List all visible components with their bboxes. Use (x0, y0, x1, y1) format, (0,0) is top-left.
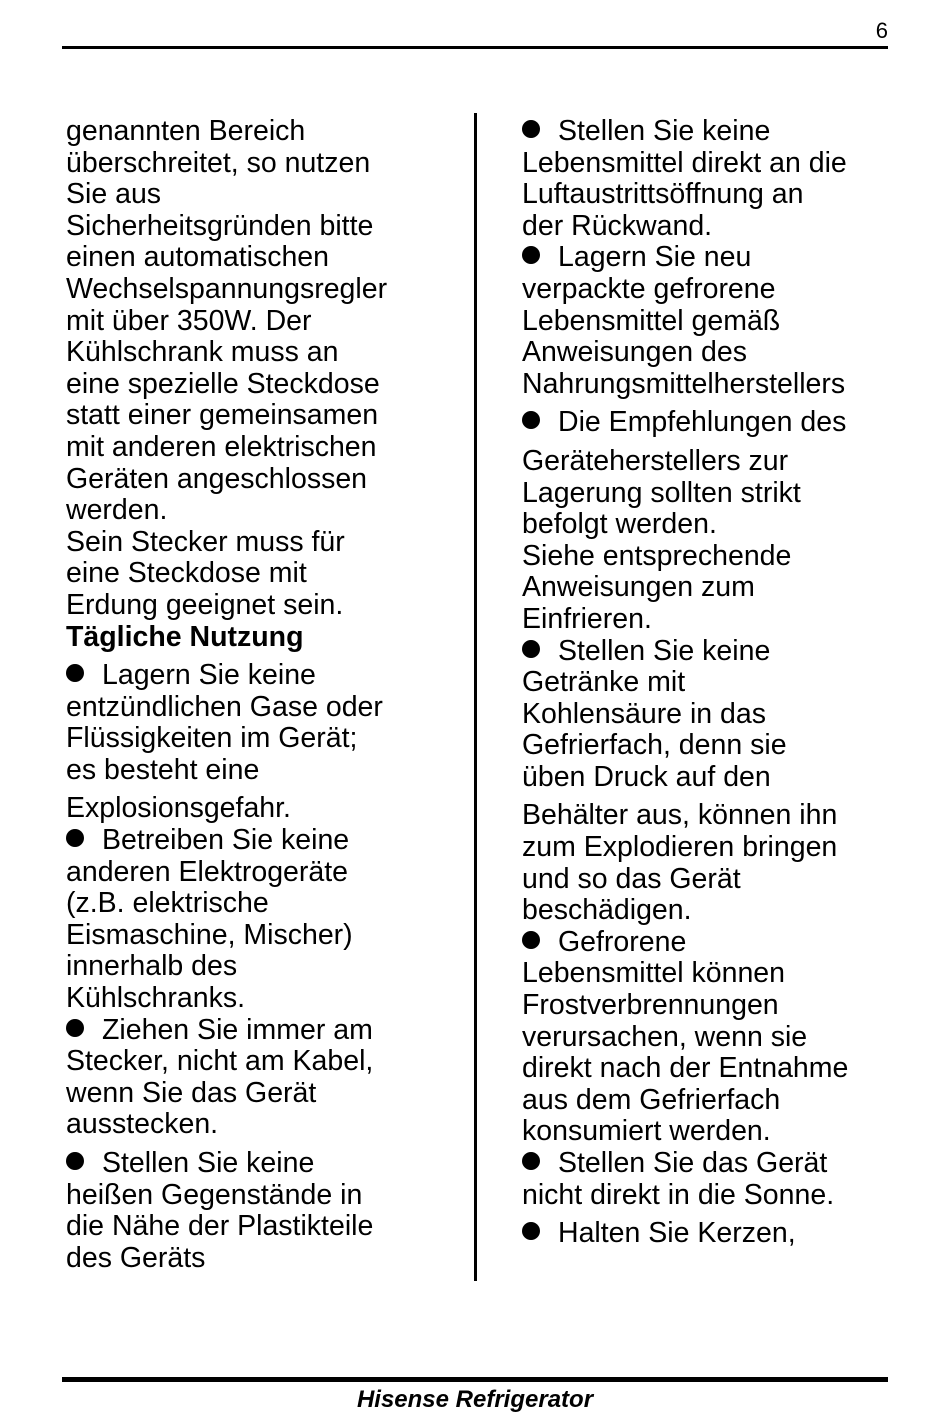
text-line: Kühlschrank muss an (66, 336, 339, 369)
bullet-dot-icon (66, 1019, 84, 1037)
text-line: Kohlensäure in das (522, 697, 767, 730)
bullet-text: Die Empfehlungen des (558, 406, 847, 439)
bullet-dot-icon (522, 411, 540, 429)
text-line: beschädigen. (522, 894, 692, 927)
text-line: heißen Gegenstände in (66, 1178, 363, 1211)
text-line: Behälter aus, können ihn (522, 799, 838, 832)
text-line: eine spezielle Steckdose (66, 367, 380, 400)
text-line: aus dem Gefrierfach (522, 1083, 781, 1116)
column-divider (474, 113, 477, 1281)
bullet-item (66, 1015, 458, 1141)
text-line: Explosionsgefahr. (66, 792, 291, 825)
bullet-item (522, 116, 902, 242)
intro-paragraph (66, 116, 458, 622)
text-line: wenn Sie das Gerät (66, 1076, 317, 1109)
bullet-dot-icon (522, 931, 540, 949)
text-line: Sicherheitsgründen bitte (66, 209, 374, 242)
text-line: Getränke mit (522, 666, 686, 699)
bullet-item (522, 1148, 902, 1211)
text-line: Kühlschranks. (66, 982, 246, 1015)
text-line: ausstecken. (66, 1108, 219, 1141)
text-line: Erdung geeignet sein. (66, 588, 344, 621)
text-line: Wechselspannungsregler (66, 272, 388, 305)
text-line: Lebensmittel gemäß (522, 304, 781, 337)
right-column (522, 116, 902, 1250)
footer-brand: Hisense Refrigerator (356, 1386, 594, 1413)
text-line: Luftaustrittsöffnung an (522, 178, 804, 211)
footer-rule (62, 1377, 888, 1382)
bullet-item (522, 407, 902, 635)
text-line: Sie aus (66, 178, 162, 211)
bullet-item (66, 825, 458, 1015)
text-line: Flüssigkeiten im Gerät; (66, 722, 358, 755)
text-line: Stecker, nicht am Kabel, (66, 1045, 374, 1078)
bullet-item (522, 1218, 902, 1250)
text-line: direkt nach der Entnahme (522, 1052, 849, 1085)
bullet-dot-icon (66, 1152, 84, 1170)
text-line: Lagerung sollten strikt (522, 476, 801, 509)
text-line: Gefrierfach, denn sie (522, 729, 787, 762)
text-line: des Geräts (66, 1241, 206, 1274)
text-line: nicht direkt in die Sonne. (522, 1178, 835, 1211)
text-line: genannten Bereich (66, 115, 306, 147)
text-line: verpackte gefrorene (522, 272, 776, 305)
bullet-item (522, 927, 902, 1148)
bullet-item (66, 1148, 458, 1274)
left-column (66, 116, 458, 1274)
text-line: eine Steckdose mit (66, 557, 307, 590)
text-line: mit anderen elektrischen (66, 430, 377, 463)
bullet-dot-icon (522, 1222, 540, 1240)
bullet-text: Gefrorene (558, 925, 687, 958)
page-number: 6 (875, 18, 888, 43)
text-line: entzündlichen Gase oder (66, 690, 383, 723)
text-line: Einfrieren. (522, 602, 652, 635)
bullet-text: Stellen Sie keine (558, 634, 771, 667)
text-line: werden. (66, 494, 168, 527)
bullet-text: Ziehen Sie immer am (102, 1013, 373, 1046)
text-line: die Nähe der Plastikteile (66, 1210, 374, 1243)
text-line: Geräten angeschlossen (66, 462, 368, 495)
text-line: Frostverbrennungen (522, 989, 779, 1022)
section-heading: Tägliche Nutzung (66, 620, 304, 653)
bullet-dot-icon (66, 829, 84, 847)
text-line: Siehe entsprechende (522, 539, 792, 572)
bullet-dot-icon (522, 1152, 540, 1170)
bullet-text: Stellen Sie das Gerät (558, 1147, 828, 1179)
text-line: zum Explodieren bringen (522, 831, 838, 864)
text-line: (z.B. elektrische (66, 887, 269, 920)
header-rule (62, 46, 888, 49)
text-line: und so das Gerät (522, 862, 741, 895)
text-line: Anweisungen zum (522, 571, 755, 604)
bullet-item (522, 242, 902, 400)
text-line: statt einer gemeinsamen (66, 399, 379, 432)
text-line: Anweisungen des (522, 336, 747, 369)
bullet-dot-icon (522, 640, 540, 658)
bullet-text: Lagern Sie neu (558, 241, 752, 274)
text-line: Sein Stecker muss für (66, 525, 345, 558)
text-line: befolgt werden. (522, 508, 717, 541)
text-line: Eismaschine, Mischer) (66, 918, 353, 951)
text-line: konsumiert werden. (522, 1115, 771, 1148)
bullet-text: Stellen Sie keine (558, 115, 771, 147)
bullet-text: Lagern Sie keine (102, 659, 316, 692)
bullet-text: Betreiben Sie keine (102, 824, 350, 857)
text-line: Lebensmittel direkt an die (522, 146, 847, 179)
text-line: mit über 350W. Der (66, 304, 312, 337)
text-line: der Rückwand. (522, 209, 713, 242)
bullet-dot-icon (522, 246, 540, 264)
text-line: üben Druck auf den (522, 760, 771, 793)
text-line: Nahrungsmittelherstellers (522, 367, 846, 400)
bullet-dot-icon (66, 664, 84, 682)
bullet-text: Stellen Sie keine (102, 1147, 315, 1179)
bullet-dot-icon (522, 120, 540, 138)
text-line: es besteht eine (66, 753, 260, 786)
bullet-text: Halten Sie Kerzen, (558, 1217, 796, 1250)
text-line: anderen Elektrogeräte (66, 855, 349, 888)
text-line: überschreitet, so nutzen (66, 146, 371, 179)
text-line: einen automatischen (66, 241, 330, 274)
text-line: innerhalb des (66, 950, 238, 983)
text-line: Lebensmittel können (522, 957, 786, 990)
bullet-item (66, 660, 458, 825)
text-line: verursachen, wenn sie (522, 1020, 808, 1053)
text-line: Geräteherstellers zur (522, 444, 789, 477)
bullet-item (522, 636, 902, 927)
